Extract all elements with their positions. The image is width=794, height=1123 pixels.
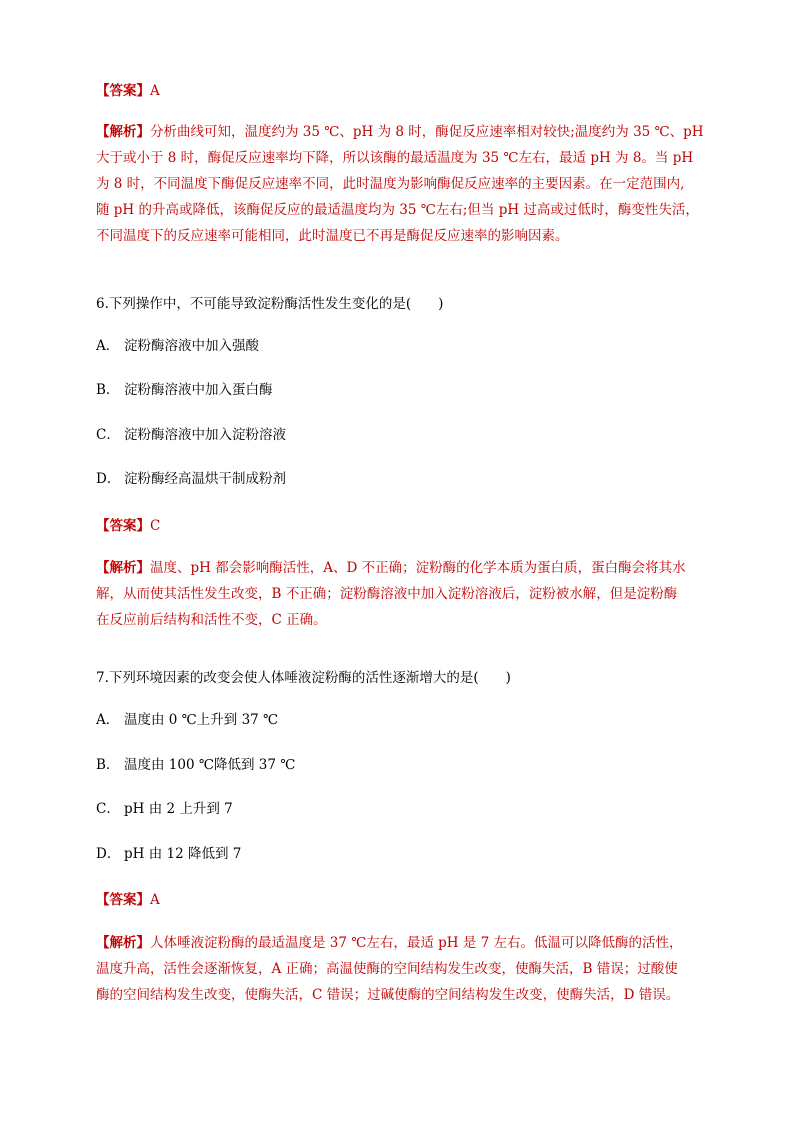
explanation-paragraph: [96, 930, 706, 1008]
answer-value: A: [150, 83, 160, 99]
question-stem: 7.下列环境因素的改变会使人体唾液淀粉酶的活性逐渐增大的是( ): [96, 670, 511, 686]
question-stem: 6.下列操作中，不可能导致淀粉酶活性发生变化的是( ): [96, 296, 444, 312]
explanation-tag: 【解析】: [96, 124, 150, 140]
explanation-line: 为 8 时，不同温度下酶促反应速率不同，此时温度为影响酶促反应速率的主要因素。在一定范围内,: [96, 176, 685, 192]
explanation-line: 解，从而使其活性发生改变，B 不正确；淀粉酶溶液中加入淀粉溶液后，淀粉被水解，但是淀粉酶: [96, 586, 678, 602]
option-c: C． 淀粉酶溶液中加入淀粉溶液: [96, 427, 286, 443]
option-a: A． 淀粉酶溶液中加入强酸: [96, 338, 259, 354]
explanation-paragraph: [96, 555, 706, 633]
explanation-line: 【解析】人体唾液淀粉酶的最适温度是 37 ℃左右，最适 pH 是 7 左右。低温可以降低酶的活性，: [96, 935, 683, 951]
answer-value: A: [150, 892, 160, 908]
answer-tag: 【答案】: [96, 892, 150, 908]
explanation-line: 大于或小于 8 时，酶促反应速率均下降，所以该酶的最适温度为 35 ℃左右，最适 pH 为 8。当 pH: [96, 150, 694, 166]
explanation-line: 酶的空间结构发生改变，使酶失活，C 错误；过碱使酶的空间结构发生改变，使酶失活，D 错误。: [96, 987, 680, 1003]
explanation-tag: 【解析】: [96, 935, 150, 951]
option-d: D． pH 由 12 降低到 7: [96, 846, 242, 862]
answer-value: C: [150, 518, 161, 534]
explanation-line: 随 pH 的升高或降低，该酶促反应的最适温度均为 35 ℃左右;但当 pH 过高或过低时，酶变性失活，: [96, 202, 699, 218]
explanation-line: 温度升高，活性会逐渐恢复，A 正确；高温使酶的空间结构发生改变，使酶失活，B 错误；过酸使: [96, 961, 678, 977]
explanation-line: 在反应前后结构和活性不变，C 正确。: [96, 612, 327, 628]
explanation-tag: 【解析】: [96, 560, 150, 576]
explanation-line: 不同温度下的反应速率可能相同，此时温度已不再是酶促反应速率的影响因素。: [96, 228, 569, 244]
answer-tag: 【答案】: [96, 518, 150, 534]
answer-line: [96, 514, 706, 534]
option-b: B． 温度由 100 ℃降低到 37 ℃: [96, 757, 296, 773]
answer-line: [96, 79, 706, 99]
answer-line: [96, 888, 706, 908]
option-d: D． 淀粉酶经高温烘干制成粉剂: [96, 471, 286, 487]
answer-tag: 【答案】: [96, 83, 150, 99]
option-a: A． 温度由 0 ℃上升到 37 ℃: [96, 712, 279, 728]
option-c: C． pH 由 2 上升到 7: [96, 801, 233, 817]
option-b: B． 淀粉酶溶液中加入蛋白酶: [96, 382, 273, 398]
explanation-line: 【解析】温度、pH 都会影响酶活性，A、D 不正确；淀粉酶的化学本质为蛋白质，蛋白酶会将其水: [96, 560, 686, 576]
explanation-paragraph: [96, 119, 706, 249]
explanation-line: 【解析】分析曲线可知，温度约为 35 ℃、pH 为 8 时，酶促反应速率相对较快;温度约为 35 ℃、pH: [96, 124, 704, 140]
